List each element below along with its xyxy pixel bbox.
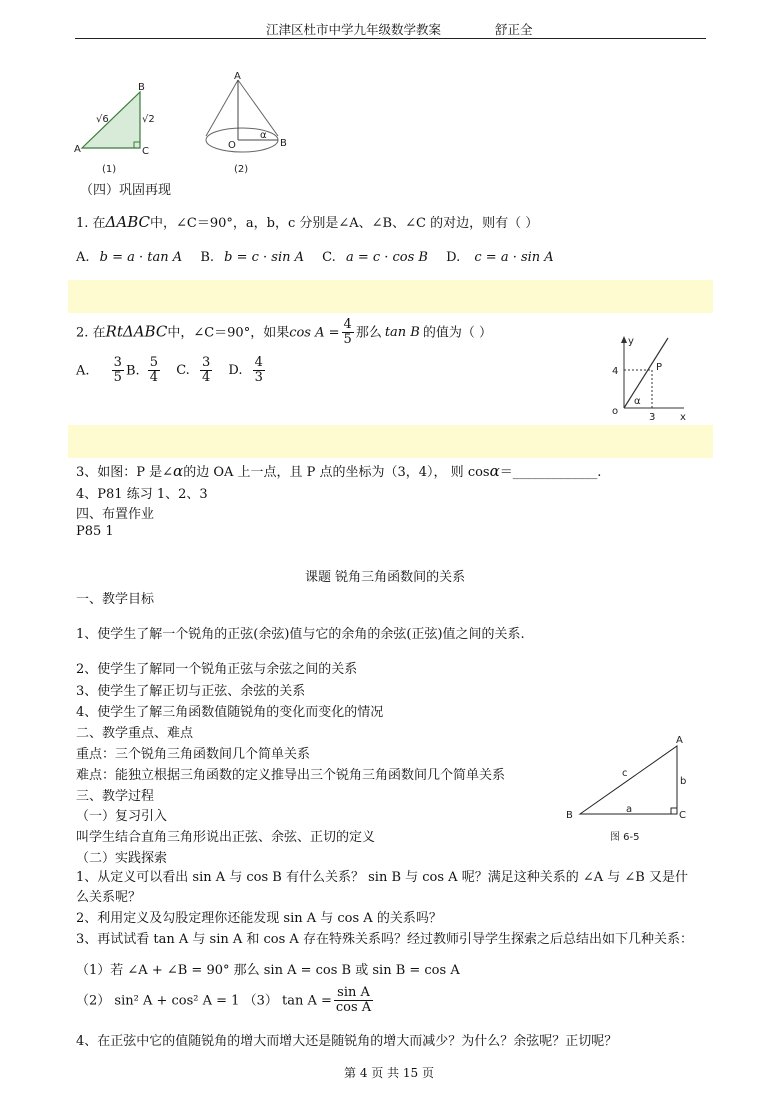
q1-option-b-label: B. [200,250,214,265]
q2-stem-pre: 2. 在 [76,325,106,341]
q2-option-a-num: 3 [113,355,122,370]
q2-stem [76,318,492,348]
q2-option-b-num: 5 [149,355,159,370]
triangle-label-side: √2 [142,114,155,125]
rt-side-a: a [626,804,633,815]
cone-caption: (2) [234,164,249,175]
coordinate-figure [604,332,690,426]
q2-fraction [342,318,354,348]
cone-label-alpha: α [260,130,267,141]
q2-option-c-label: C. [176,363,190,379]
q1-option-b: b = c · sin A [224,250,305,265]
q1-options [76,250,554,265]
q2-frac-num: 4 [343,317,352,332]
cone-left-edge [206,80,238,136]
q1-triangle: ΔABC [105,213,150,231]
page-footer: 第 4 页 共 15 页 [344,1066,434,1080]
q1-stem [76,212,538,231]
cone-label-b: B [280,138,287,149]
q2-option-c [200,356,212,386]
homework-title: 四、布置作业 [76,507,155,522]
q2-option-a-den: 5 [113,370,122,386]
ray-oa [624,338,668,408]
goal-1: 1、使学生了解一个锐角的正弦(余弦)值与它的余角的余弦(正弦)值之间的关系. [76,627,525,642]
triangle-label-b: B [138,82,145,93]
q2-stem-post: 的值为（ ） [422,325,493,341]
triangle-label-hyp: √6 [96,114,109,125]
goal-3: 3、使学生了解正切与正弦、余弦的关系 [76,684,306,699]
rt-side-b: b [680,776,687,787]
q2-option-c-num: 3 [201,355,211,370]
coord-label-three: 3 [649,412,656,423]
q3-post: ＝_____________. [499,465,602,480]
rt-label-c: C [679,810,686,821]
page-header [266,20,533,38]
relation-2 [76,986,375,1016]
explore-title: （二）实践探索 [76,851,168,866]
q2-cos-expr: cos A = [289,325,340,341]
q2-option-a-label: A. [76,363,90,379]
y-arrow [621,336,627,343]
explore-1b: 么关系呢？ [76,890,142,905]
review-title: （一）复习引入 [76,809,168,824]
answer-band-1 [68,280,713,313]
q2-tan-expr: tan B [384,325,420,341]
relation-2-fraction [334,986,373,1016]
coord-label-o: o [612,406,619,417]
practice-line: 4、P81 练习 1、2、3 [76,487,208,502]
q2-option-a [112,356,124,386]
rt-label-b: B [566,810,573,821]
q2-option-b-den: 4 [149,370,159,386]
rt-side-c: c [622,768,628,779]
q3-alpha: α [173,462,184,480]
goal-2: 2、使学生了解同一个锐角正弦与余弦之间的关系 [76,662,358,677]
cone-figure [196,70,296,178]
relation-1: （1）若 ∠A + ∠B = 90° 那么 sin A = cos B 或 sin B = cos A [76,963,460,978]
coord-label-alpha: α [634,396,641,407]
q1-option-a-label: A. [76,250,90,265]
q1-option-d: c = a · sin A [474,250,554,265]
q1-option-c: a = c · cos B [345,250,428,265]
triangle-caption: (1) [102,164,117,175]
difficulty-point: 难点：能独立根据三角函数的定义推导出三个锐角三角函数间几个简单关系 [76,768,506,783]
lesson-title: 课题 锐角三角函数间的关系 [305,570,466,585]
q1-stem-pre: 1. 在 [76,216,106,231]
process-title: 三、教学过程 [76,789,155,804]
q2-stem-mid2: 那么 [355,325,382,341]
relation-2-pre: （2） sin² A + cos² A = 1 （3） tan A = [76,993,332,1009]
q2-option-d [253,356,265,386]
q1-option-c-label: C. [322,250,336,265]
coord-label-y: y [628,336,634,347]
q2-option-d-label: D. [228,363,243,379]
q3-line [76,461,601,480]
coord-label-four: 4 [612,366,619,377]
q2-stem-mid: 中，∠C＝90°，如果 [167,325,290,341]
q1-option-a: b = a · tan A [99,250,183,265]
question-4: 4、在正弦中它的值随锐角的增大而增大还是随锐角的增大而减少？为什么？余弦呢？正切呢？ [76,1034,618,1049]
triangle-label-c: C [142,146,149,157]
q2-frac-den: 5 [343,332,352,348]
goal-4: 4、使学生了解三角函数值随锐角的变化而变化的情况 [76,705,384,720]
rt-label-a: A [676,735,683,746]
q2-option-b-label: B. [125,363,140,379]
explore-2: 2、利用定义及勾股定理你还能发现 sin A 与 cos A 的关系吗？ [76,911,442,926]
cone-label-o: O [228,140,236,151]
key-point: 重点：三个锐角三角函数间几个简单关系 [76,747,311,762]
triangle-shape [82,92,140,148]
q2-option-c-den: 4 [201,370,211,386]
rt-caption: 图 6-5 [610,832,640,843]
header-school: 江津区杜市中学九年级数学教案 [266,22,442,37]
header-teacher: 舒正全 [495,22,533,37]
right-triangle-angle-mark [671,808,677,814]
q3-pre: 3、如图：P 是∠ [76,465,174,480]
triangle-label-a: A [74,144,81,155]
header-rule [75,38,706,39]
explore-1a: 1、从定义可以看出 sin A 与 cos B 有什么关系？ sin B 与 cos A 呢？满足这种关系的 ∠A 与 ∠B 又是什 [76,870,688,885]
q3-alpha-2: α [489,462,500,480]
cone-label-a: A [234,71,241,82]
triangle-figure [72,78,162,178]
q2-option-d-den: 3 [254,370,263,386]
q1-option-d-label: D. [446,250,461,265]
q3-mid: 的边 OA 上一点，且 P 点的坐标为（3，4）， 则 cos [183,465,490,480]
relation-2-num: sin A [334,986,373,1001]
section4-title: （四）巩固再现 [80,183,172,198]
q2-option-d-num: 4 [254,355,263,370]
answer-band-2 [68,425,713,458]
q1-stem-post: 中，∠C＝90°，a，b，c 分别是∠A、∠B、∠C 的对边，则有（ ） [150,216,539,231]
coord-label-p: P [656,362,663,373]
goal-title: 一、教学目标 [76,592,155,607]
homework-line: P85 1 [76,524,114,539]
explore-3: 3、再试试看 tan A 与 sin A 和 cos A 存在特殊关系吗？经过教师引导学生探索之后总结出如下几种关系： [76,932,693,947]
q2-triangle: RtΔABC [105,322,168,341]
review-line: 叫学生结合直角三角形说出正弦、余弦、正切的定义 [76,830,376,845]
q2-option-b [148,356,160,386]
right-triangle-figure [560,732,690,844]
key-title: 二、教学重点、难点 [76,726,194,741]
relation-2-den: cos A [335,1000,372,1016]
q2-options [76,356,267,386]
coord-label-x: x [680,412,686,423]
